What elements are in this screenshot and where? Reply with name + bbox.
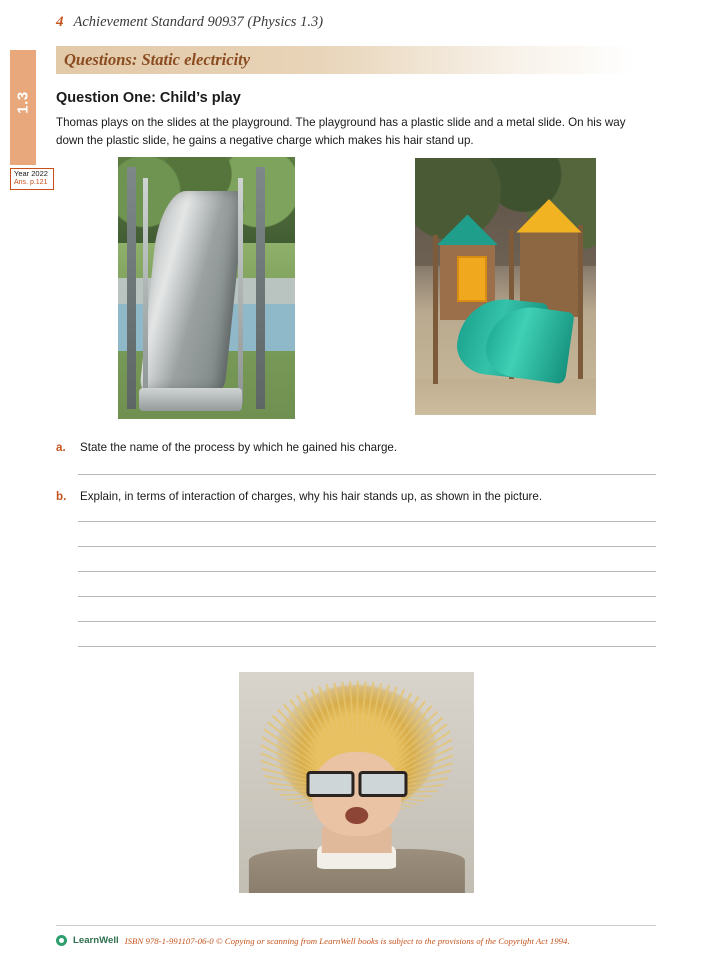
question-heading: Question One: Child’s play (56, 90, 241, 106)
metal-slide-runout (139, 388, 242, 412)
answer-line[interactable] (78, 621, 656, 622)
static-hair-child-photo (239, 672, 474, 893)
question-part-b (56, 488, 656, 505)
question-intro-text: Thomas plays on the slides at the playground. The playground has a plastic slide and a metal slide. On his way down the plastic slide, he gains a negative charge which makes his hair stand up. (56, 116, 626, 147)
footer-divider (56, 925, 656, 926)
metal-slide-rail-right (238, 178, 243, 403)
answer-line[interactable] (78, 596, 656, 597)
green-slide-ground (415, 379, 596, 415)
part-b-text: Explain, in terms of interaction of charges, why his hair stands up, as shown in the picture. (80, 490, 543, 503)
year-badge-answer-ref: Ans. p.121 (14, 178, 48, 186)
question-part-a (56, 439, 656, 456)
year-answer-badge (10, 168, 54, 190)
part-a-text: State the name of the process by which he gained his charge. (80, 441, 398, 454)
glasses-icon (306, 771, 407, 791)
answer-line[interactable] (78, 474, 656, 475)
child-mouth (345, 807, 369, 825)
section-banner-label: Questions: Static electricity (64, 50, 251, 69)
photo-row (56, 157, 656, 419)
green-plastic-slide-photo (415, 158, 596, 415)
answer-line[interactable] (78, 521, 656, 522)
footer-brand: LearnWell (73, 935, 119, 946)
year-badge-year: Year 2022 (14, 169, 48, 178)
page-footer (56, 935, 666, 946)
chapter-tab (10, 50, 36, 165)
part-b-letter: b. (56, 490, 67, 503)
metal-slide-post-right (256, 167, 265, 408)
answer-line[interactable] (78, 646, 656, 647)
page-title: Achievement Standard 90937 (Physics 1.3) (73, 14, 324, 30)
metal-slide-rail-left (143, 178, 148, 403)
answer-line[interactable] (78, 546, 656, 547)
metal-slide-post-left (127, 167, 136, 408)
footer-copyright: ISBN 978-1-991107-06-0 © Copying or scanning from LearnWell books is subject to the provisions of the Copyright Act 1994. (124, 935, 570, 946)
learnwell-logo-icon (56, 935, 67, 946)
section-banner (56, 46, 636, 74)
part-a-letter: a. (56, 441, 66, 454)
page-header (56, 14, 666, 31)
green-slide-post-a (433, 235, 438, 384)
green-slide-activity-panel (457, 256, 488, 302)
green-slide-post-c (578, 225, 583, 379)
answer-line[interactable] (78, 571, 656, 572)
page-number: 4 (56, 14, 64, 30)
metal-slide-photo (118, 157, 295, 419)
chapter-tab-label: 1.3 (14, 91, 32, 114)
